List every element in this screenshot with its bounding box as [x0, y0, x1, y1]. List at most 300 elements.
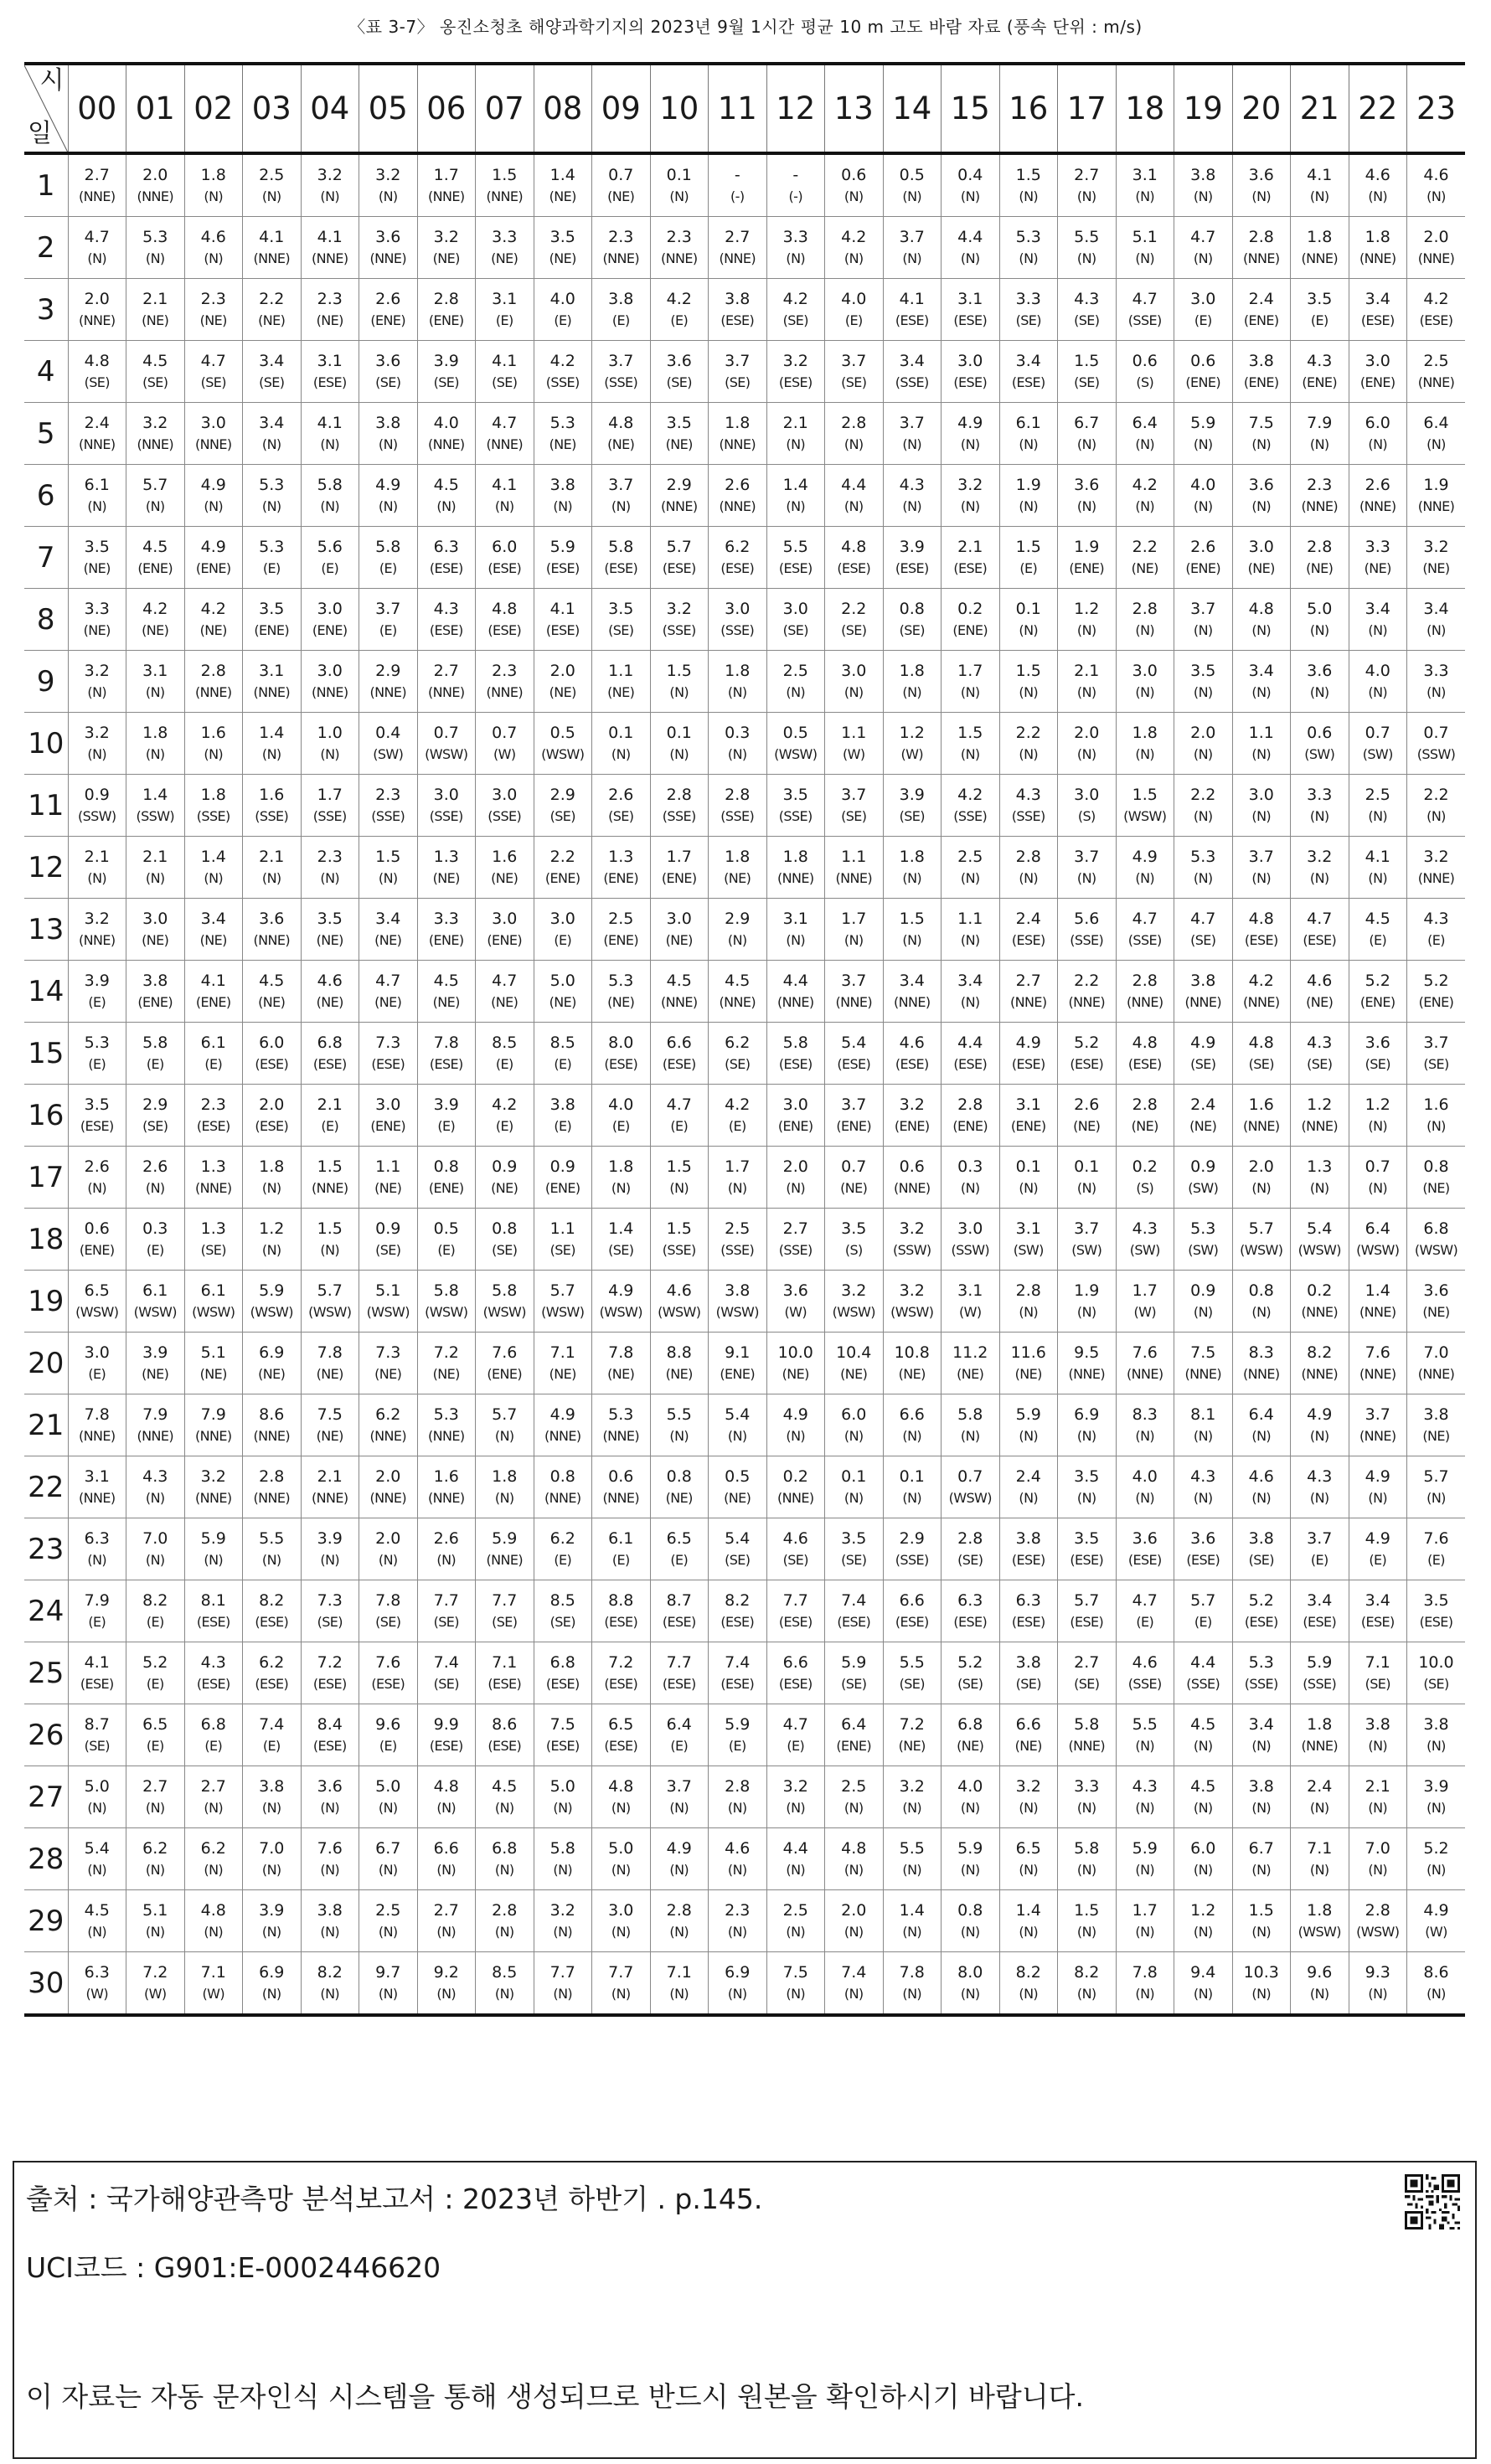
wind-speed: 1.1 [608, 661, 634, 680]
wind-direction: (WSW) [948, 1489, 992, 1506]
wind-direction: (NE) [665, 931, 693, 948]
wind-speed: 5.9 [492, 1528, 518, 1548]
wind-direction: (N) [1368, 621, 1388, 638]
wind-direction: (N) [786, 1179, 806, 1196]
wind-cell [1291, 1394, 1349, 1456]
wind-speed: 3.5 [84, 537, 110, 556]
wind-speed: 3.2 [899, 1219, 925, 1238]
wind-cell [766, 961, 825, 1023]
wind-speed: 1.1 [957, 909, 983, 928]
wind-cell [650, 403, 709, 465]
wind-speed: 6.1 [1015, 413, 1041, 432]
wind-direction: (ESE) [895, 559, 929, 576]
wind-cell [942, 1828, 1000, 1890]
wind-direction: (ESE) [312, 1737, 347, 1754]
wind-cell [1349, 589, 1407, 651]
wind-direction: (SSE) [1186, 1675, 1220, 1692]
wind-cell [476, 341, 534, 403]
wind-speed: 3.4 [1015, 351, 1041, 370]
wind-speed: 1.7 [841, 909, 867, 928]
wind-direction: (NE) [957, 1365, 984, 1382]
wind-cell [650, 279, 709, 341]
wind-cell [999, 1766, 1058, 1828]
wind-direction: (NNE) [1301, 1737, 1339, 1754]
table-row [24, 837, 1465, 899]
wind-cell [417, 651, 476, 713]
wind-cell [883, 1023, 942, 1085]
wind-direction: (NNE) [893, 1179, 931, 1196]
wind-speed: 7.3 [317, 1590, 343, 1610]
wind-speed: 2.8 [957, 1528, 983, 1548]
wind-direction: (N) [1309, 1799, 1329, 1816]
wind-cell [126, 837, 185, 899]
wind-direction: (ESE) [488, 621, 522, 638]
wind-cell [766, 341, 825, 403]
wind-cell [301, 1642, 359, 1704]
wind-speed: 3.9 [433, 351, 459, 370]
wind-direction: (N) [611, 1985, 631, 2002]
wind-cell [942, 465, 1000, 527]
wind-direction: (NNE) [1068, 1737, 1106, 1754]
wind-speed: 3.5 [608, 599, 634, 618]
wind-speed: 3.4 [1365, 599, 1390, 618]
wind-direction: (N) [669, 1861, 689, 1878]
wind-direction: (N) [436, 1799, 457, 1816]
wind-speed: 2.3 [608, 227, 634, 246]
wind-speed: 4.4 [1190, 1652, 1216, 1672]
wind-cell [592, 713, 651, 775]
wind-speed: 3.5 [782, 785, 808, 804]
wind-cell [301, 1085, 359, 1147]
wind-cell [1174, 217, 1233, 279]
wind-cell [709, 1394, 767, 1456]
wind-cell [1291, 1147, 1349, 1209]
wind-speed: 4.3 [1190, 1467, 1216, 1486]
wind-direction: (N) [1427, 188, 1446, 204]
wind-cell [417, 217, 476, 279]
wind-direction: (N) [1251, 188, 1272, 204]
wind-direction: (ESE) [371, 1055, 405, 1072]
wind-cell [766, 403, 825, 465]
wind-speed: 0.3 [142, 1219, 168, 1238]
wind-direction: (WSW) [599, 1303, 642, 1320]
wind-speed: 3.5 [666, 413, 692, 432]
wind-direction: (NNE) [137, 436, 174, 452]
wind-direction: (N) [1076, 683, 1096, 700]
wind-cell [825, 1642, 884, 1704]
wind-cell [1058, 153, 1117, 217]
wind-direction: (ESE) [1011, 374, 1045, 390]
wind-cell [1174, 713, 1233, 775]
wind-cell [1232, 961, 1291, 1023]
wind-direction: (ESE) [312, 1055, 347, 1072]
wind-direction: (N) [1251, 1179, 1272, 1196]
wind-speed: 6.8 [317, 1033, 343, 1052]
wind-cell [1407, 1085, 1466, 1147]
wind-cell [1232, 899, 1291, 961]
wind-cell [766, 1766, 825, 1828]
wind-cell [942, 1271, 1000, 1333]
wind-cell [126, 1890, 185, 1952]
wind-direction: (N) [87, 250, 107, 266]
wind-direction: (N) [261, 1861, 281, 1878]
wind-direction: (N) [1427, 1799, 1446, 1816]
wind-speed: 3.8 [1423, 1405, 1449, 1424]
wind-speed: 2.8 [957, 1095, 983, 1114]
wind-cell [1291, 837, 1349, 899]
wind-speed: 5.8 [608, 537, 634, 556]
wind-speed: 7.8 [84, 1405, 110, 1424]
wind-cell [359, 1704, 418, 1766]
wind-speed: 5.2 [1074, 1033, 1100, 1052]
wind-direction: (N) [669, 1179, 689, 1196]
wind-cell [650, 1023, 709, 1085]
wind-direction: (N) [145, 683, 165, 700]
wind-speed: 3.4 [1423, 599, 1449, 618]
wind-cell [650, 899, 709, 961]
wind-direction: (E) [146, 1613, 164, 1630]
wind-cell [184, 1085, 243, 1147]
wind-cell [942, 279, 1000, 341]
day-cell: 2 [24, 217, 68, 279]
hour-header-15: 15 [942, 64, 1000, 153]
wind-direction: (SE) [1248, 1055, 1274, 1072]
wind-direction: (WSW) [192, 1303, 235, 1320]
wind-cell [1174, 527, 1233, 589]
wind-direction: (SSW) [136, 807, 175, 824]
wind-speed: 4.3 [1074, 289, 1100, 308]
table-row [24, 1828, 1465, 1890]
wind-direction: (N) [1135, 683, 1155, 700]
wind-direction: (E) [262, 559, 281, 576]
wind-direction: (ESE) [662, 1613, 696, 1630]
wind-direction: (E) [1194, 312, 1212, 328]
wind-speed: 2.7 [433, 1900, 459, 1920]
wind-direction: (W) [784, 1303, 807, 1320]
day-cell: 20 [24, 1333, 68, 1394]
wind-speed: 2.0 [84, 289, 110, 308]
wind-cell [417, 1271, 476, 1333]
wind-direction: (ENE) [1010, 1117, 1046, 1134]
wind-cell [883, 341, 942, 403]
wind-cell [1058, 1271, 1117, 1333]
wind-speed: 5.7 [1423, 1467, 1449, 1486]
wind-cell [592, 341, 651, 403]
day-cell: 30 [24, 1952, 68, 2016]
wind-speed: 4.3 [1132, 1776, 1158, 1796]
wind-cell [942, 961, 1000, 1023]
wind-speed: 1.5 [1015, 165, 1041, 184]
wind-speed: 8.6 [492, 1714, 518, 1734]
wind-cell [1232, 1828, 1291, 1890]
wind-speed: 4.9 [1365, 1528, 1390, 1548]
wind-speed: 0.9 [375, 1219, 401, 1238]
wind-cell [68, 279, 126, 341]
wind-direction: (NNE) [194, 683, 232, 700]
wind-cell [359, 403, 418, 465]
wind-speed: 3.8 [1015, 1652, 1041, 1672]
wind-direction: (SE) [492, 1241, 518, 1258]
table-row [24, 527, 1465, 589]
wind-direction: (N) [1135, 1737, 1155, 1754]
wind-cell [883, 1271, 942, 1333]
wind-direction: (SE) [841, 1675, 867, 1692]
wind-speed: 8.5 [549, 1590, 575, 1610]
wind-direction: (N) [320, 188, 340, 204]
wind-direction: (N) [378, 869, 398, 886]
wind-direction: (SE) [1190, 931, 1216, 948]
wind-cell [359, 713, 418, 775]
wind-direction: (NNE) [660, 497, 698, 514]
wind-speed: 4.7 [1190, 227, 1216, 246]
hour-header-02: 02 [184, 64, 243, 153]
wind-speed: 8.8 [666, 1343, 692, 1362]
wind-direction: (E) [611, 312, 630, 328]
wind-cell [650, 465, 709, 527]
wind-cell [68, 403, 126, 465]
wind-cell [184, 1580, 243, 1642]
wind-direction: (E) [146, 1737, 164, 1754]
wind-cell [1349, 837, 1407, 899]
wind-direction: (N) [902, 683, 922, 700]
wind-cell [1349, 1642, 1407, 1704]
wind-cell [417, 1023, 476, 1085]
wind-direction: (E) [204, 1055, 223, 1072]
wind-direction: (SSW) [951, 1241, 990, 1258]
day-cell: 1 [24, 153, 68, 217]
wind-speed: 1.8 [1365, 227, 1390, 246]
wind-cell [1349, 465, 1407, 527]
wind-speed: 5.5 [259, 1528, 285, 1548]
wind-speed: 2.1 [142, 289, 168, 308]
wind-speed: 4.3 [1307, 1467, 1333, 1486]
table-row [24, 1518, 1465, 1580]
wind-speed: 2.7 [433, 661, 459, 680]
wind-direction: (E) [437, 1241, 456, 1258]
wind-speed: 7.8 [608, 1343, 634, 1362]
wind-direction: (N) [204, 1861, 224, 1878]
wind-direction: (N) [436, 1551, 457, 1568]
wind-direction: (N) [1427, 683, 1446, 700]
wind-direction: (WSW) [890, 1303, 934, 1320]
wind-direction: (N) [553, 497, 573, 514]
wind-speed: 2.0 [142, 165, 168, 184]
wind-direction: (N) [145, 1179, 165, 1196]
wind-direction: (ENE) [894, 1117, 930, 1134]
wind-speed: 4.4 [782, 971, 808, 990]
wind-speed: 7.9 [142, 1405, 168, 1424]
wind-direction: (SW) [1304, 745, 1335, 762]
wind-direction: (N) [1135, 436, 1155, 452]
wind-cell [1058, 465, 1117, 527]
wind-direction: (SE) [899, 1675, 925, 1692]
wind-direction: (N) [611, 1799, 631, 1816]
wind-cell [126, 651, 185, 713]
wind-speed: 1.5 [666, 661, 692, 680]
wind-speed: 1.5 [492, 165, 518, 184]
wind-speed: 4.5 [259, 971, 285, 990]
wind-speed: 4.8 [1248, 1033, 1274, 1052]
wind-cell [592, 1085, 651, 1147]
wind-speed: 2.3 [666, 227, 692, 246]
wind-speed: 0.2 [1307, 1281, 1333, 1300]
wind-direction: (SE) [1074, 1675, 1100, 1692]
wind-direction: (ESE) [545, 559, 580, 576]
wind-cell [942, 403, 1000, 465]
wind-speed: 2.1 [142, 847, 168, 866]
wind-cell [534, 1642, 592, 1704]
wind-speed: 0.6 [84, 1219, 110, 1238]
wind-cell [650, 1890, 709, 1952]
day-cell: 11 [24, 775, 68, 837]
wind-speed: 7.7 [492, 1590, 518, 1610]
wind-speed: 6.4 [841, 1714, 867, 1734]
wind-direction: (N) [87, 1861, 107, 1878]
wind-cell [709, 589, 767, 651]
wind-speed: 3.4 [1365, 1590, 1390, 1610]
wind-direction: (NE) [432, 1365, 460, 1382]
wind-cell [126, 1271, 185, 1333]
wind-direction: (E) [611, 1551, 630, 1568]
wind-speed: 8.2 [317, 1962, 343, 1982]
wind-direction: (ESE) [1244, 931, 1278, 948]
wind-speed: 3.7 [1074, 847, 1100, 866]
wind-cell [709, 1333, 767, 1394]
wind-cell [417, 403, 476, 465]
wind-cell [476, 1704, 534, 1766]
wind-direction: (NE) [665, 1489, 693, 1506]
wind-cell [592, 1023, 651, 1085]
wind-speed: 3.0 [200, 413, 226, 432]
wind-speed: 4.8 [492, 599, 518, 618]
wind-speed: 2.8 [841, 413, 867, 432]
wind-cell [1232, 1023, 1291, 1085]
wind-speed: 3.0 [725, 599, 751, 618]
wind-direction: (ENE) [603, 931, 639, 948]
wind-direction: (NE) [1131, 559, 1158, 576]
wind-cell [1349, 651, 1407, 713]
wind-cell [243, 527, 302, 589]
wind-direction: (W) [143, 1985, 167, 2002]
wind-cell [359, 1642, 418, 1704]
wind-direction: (ENE) [428, 931, 464, 948]
wind-direction: (NNE) [893, 993, 931, 1010]
wind-cell [1232, 1456, 1291, 1518]
wind-cell [999, 1333, 1058, 1394]
wind-speed: 7.5 [1248, 413, 1274, 432]
wind-cell [650, 775, 709, 837]
wind-direction: (N) [1019, 621, 1039, 638]
wind-direction: (ESE) [1360, 312, 1395, 328]
wind-cell [126, 1828, 185, 1890]
wind-speed: 7.6 [375, 1652, 401, 1672]
wind-cell [1116, 1828, 1174, 1890]
wind-speed: 4.4 [957, 227, 983, 246]
wind-speed: 6.9 [1074, 1405, 1100, 1424]
wind-cell [68, 1952, 126, 2016]
wind-direction: (ESE) [837, 559, 871, 576]
wind-speed: 3.8 [1248, 351, 1274, 370]
wind-direction: (ESE) [312, 374, 347, 390]
wind-cell [301, 1890, 359, 1952]
wind-direction: (ESE) [837, 1613, 871, 1630]
wind-cell [243, 341, 302, 403]
wind-speed: 7.4 [841, 1962, 867, 1982]
wind-cell [68, 1209, 126, 1271]
wind-cell [825, 1209, 884, 1271]
wind-cell [1291, 1271, 1349, 1333]
wind-cell [766, 899, 825, 961]
wind-cell [1116, 1394, 1174, 1456]
wind-direction: (NNE) [660, 250, 698, 266]
wind-speed: 3.8 [549, 475, 575, 494]
table-row [24, 1271, 1465, 1333]
wind-speed: 6.5 [84, 1281, 110, 1300]
wind-direction: (ESE) [1011, 931, 1045, 948]
wind-cell [1116, 1580, 1174, 1642]
day-cell: 15 [24, 1023, 68, 1085]
wind-speed: 1.4 [549, 165, 575, 184]
wind-cell [417, 1704, 476, 1766]
wind-direction: (NNE) [719, 250, 756, 266]
wind-cell [1116, 1333, 1174, 1394]
wind-direction: (ESE) [778, 559, 813, 576]
wind-speed: 3.4 [899, 971, 925, 990]
wind-speed: 4.9 [1190, 1033, 1216, 1052]
wind-speed: 4.7 [1132, 909, 1158, 928]
wind-direction: (N) [261, 745, 281, 762]
wind-cell [534, 1271, 592, 1333]
wind-speed: 4.8 [608, 413, 634, 432]
wind-speed: 5.5 [666, 1405, 692, 1424]
wind-direction: (N) [1135, 1489, 1155, 1506]
wind-cell [1116, 341, 1174, 403]
wind-cell [417, 1209, 476, 1271]
wind-direction: (NE) [491, 993, 518, 1010]
wind-direction: (NE) [199, 1365, 227, 1382]
wind-direction: (E) [1194, 1613, 1212, 1630]
hour-header-23: 23 [1407, 64, 1466, 153]
wind-cell [184, 1394, 243, 1456]
qr-code-icon[interactable] [1405, 2174, 1460, 2229]
wind-speed: 7.4 [433, 1652, 459, 1672]
wind-speed: 9.1 [725, 1343, 751, 1362]
wind-cell [1407, 961, 1466, 1023]
wind-speed: 1.8 [200, 165, 226, 184]
wind-direction: (SSE) [953, 807, 988, 824]
wind-direction: (NNE) [78, 931, 116, 948]
table-row [24, 153, 1465, 217]
wind-cell [417, 899, 476, 961]
wind-speed: 2.8 [1015, 1281, 1041, 1300]
wind-speed: 4.9 [1365, 1467, 1390, 1486]
wind-speed: 2.8 [200, 661, 226, 680]
wind-cell [476, 961, 534, 1023]
wind-cell [999, 1147, 1058, 1209]
wind-direction: (SE) [1365, 1055, 1390, 1072]
wind-speed: 3.1 [957, 1281, 983, 1300]
wind-direction: (N) [204, 1551, 224, 1568]
wind-cell [1116, 527, 1174, 589]
wind-cell [1058, 217, 1117, 279]
wind-direction: (NNE) [1242, 250, 1280, 266]
wind-cell [534, 1580, 592, 1642]
wind-cell [766, 651, 825, 713]
table-row [24, 403, 1465, 465]
wind-speed: 1.4 [1365, 1281, 1390, 1300]
wind-direction: (N) [1193, 1427, 1213, 1444]
day-cell: 3 [24, 279, 68, 341]
